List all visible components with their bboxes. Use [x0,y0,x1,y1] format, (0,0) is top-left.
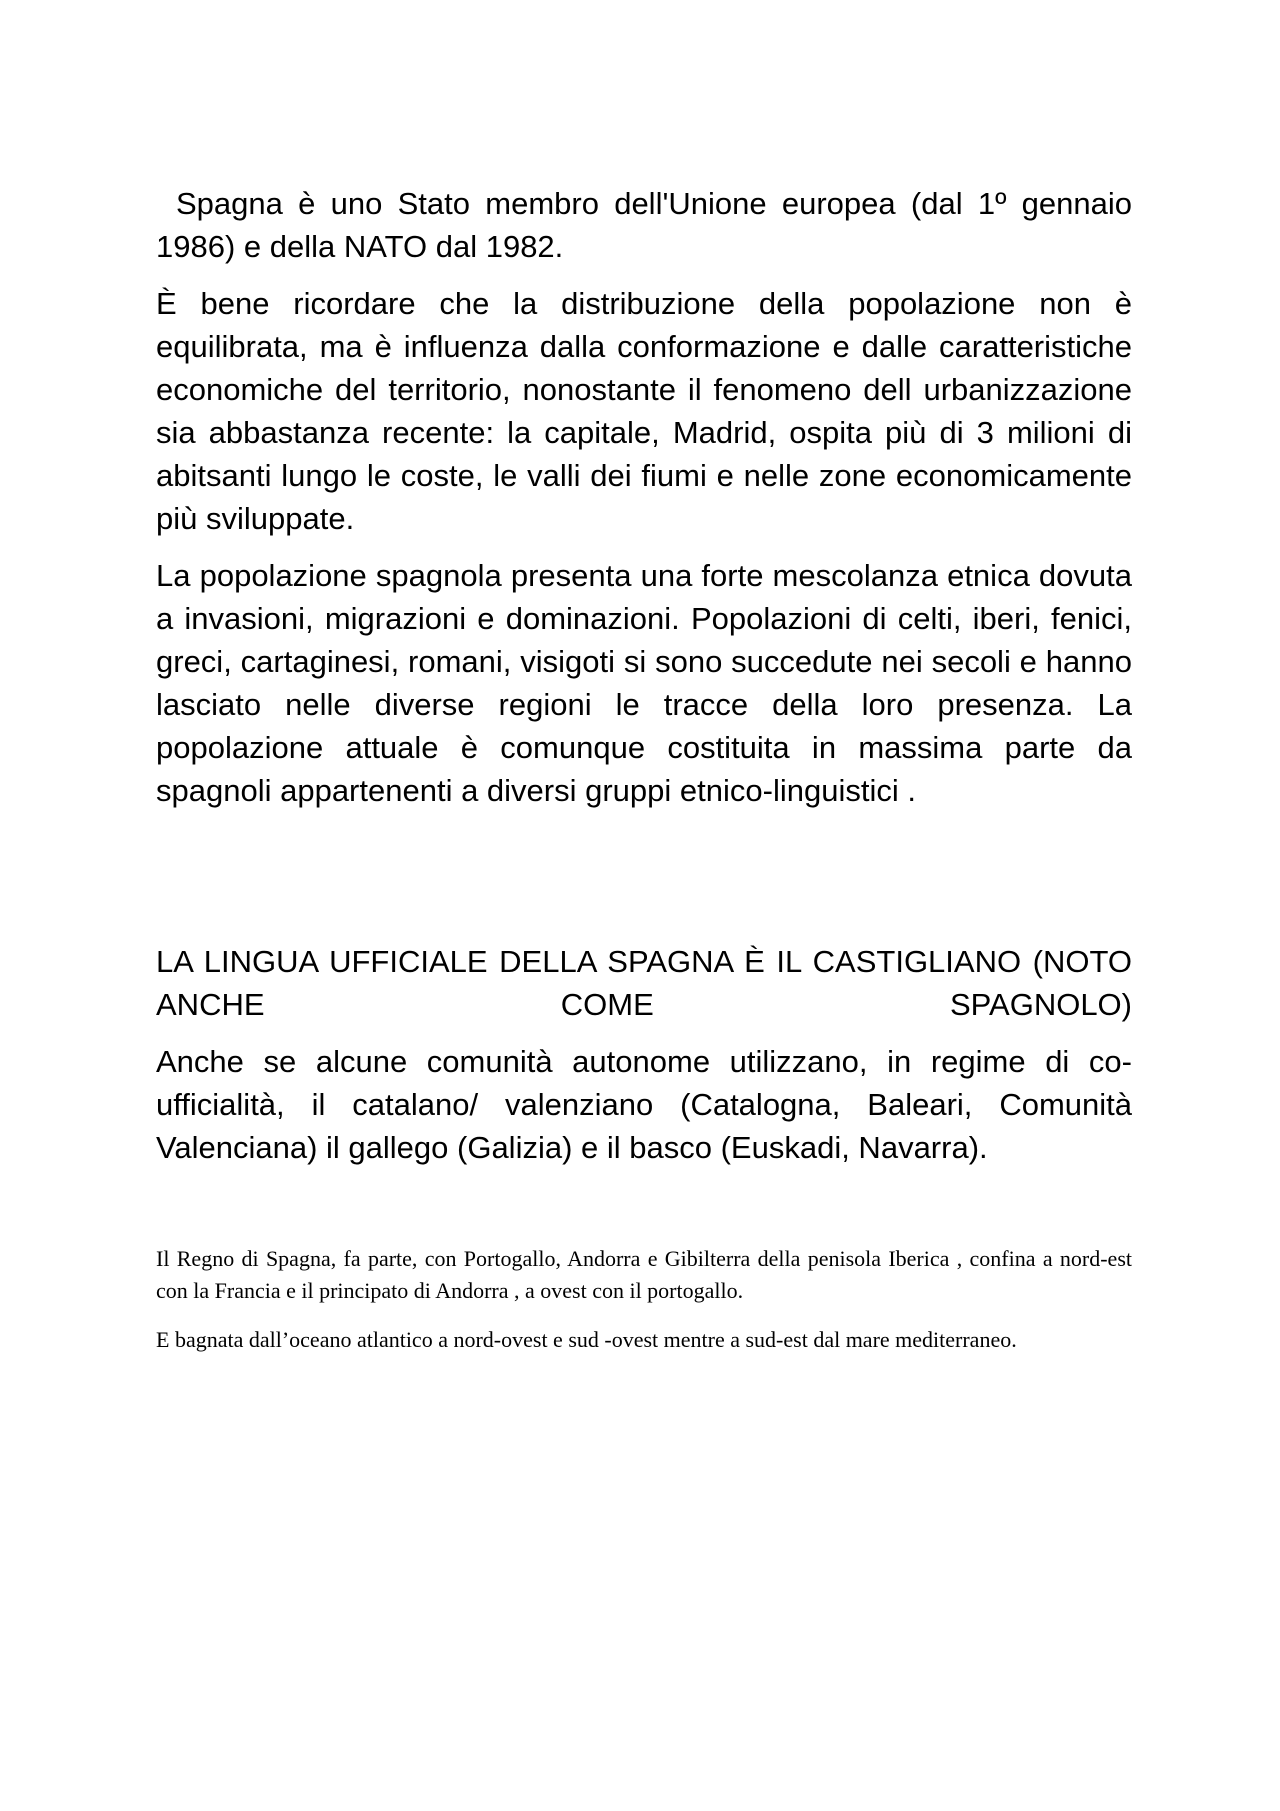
paragraph-ethnic-mix: La popolazione spagnola presenta una forte mescolanza etnica dovuta a invasioni, migrazioni e dominazioni. Popolazioni di celti, iberi, fenici, greci, cartaginesi, romani, visigoti si sono succedute nei secoli e hanno lasciato nelle diverse regioni le tracce della loro presenza. La popolazione attuale è comunque costituita in massima parte da spagnoli appartenenti a diversi gruppi etnico-linguistici . [156,558,1132,808]
language-heading: LA LINGUA UFFICIALE DELLA SPAGNA È IL CASTIGLIANO (NOTO ANCHE COME SPAGNOLO) [156,944,1132,1022]
main-text-section [156,182,1132,1169]
paragraph-population-distribution: È bene ricordare che la distribuzione della popolazione non è equilibrata, ma è influenza dalla conformazione e dalle caratteristiche economiche del territorio, nonostante il fenomeno dell urbanizzazione sia abbastanza recente: la capitale, Madrid, ospita più di 3 milioni di abitsanti lungo le coste, le valli dei fiumi e nelle zone economicamente più sviluppate. [156,286,1132,536]
paragraph-co-official-languages: Anche se alcune comunità autonome utilizzano, in regime di co-ufficialità, il catalano/ valenziano (Catalogna, Baleari, Comunità Valenciana) il gallego (Galizia) e il basco (Euskadi, Navarra). [156,1044,1132,1165]
spacer [156,826,1132,940]
document-page [156,182,1132,1373]
paragraph-seas: E bagnata dall’oceano atlantico a nord-ovest e sud -ovest mentre a sud-est dal mare mediterraneo. [156,1327,1017,1352]
paragraph-borders: Il Regno di Spagna, fa parte, con Portogallo, Andorra e Gibilterra della penisola Iberica , confina a nord-est con la Francia e il principato di Andorra , a ovest con il portogallo. [156,1246,1132,1303]
paragraph-eu-membership: Spagna è uno Stato membro dell'Unione europea (dal 1º gennaio 1986) e della NATO dal 1982. [156,186,1132,264]
geography-section [156,1243,1132,1356]
